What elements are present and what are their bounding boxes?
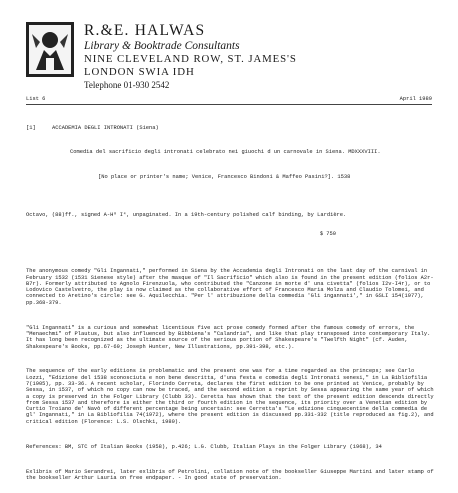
letterhead: [84, 22, 297, 91]
entry-price: $ 750: [319, 230, 336, 237]
firm-subtitle: Library & Booktrade Consultants: [84, 40, 240, 52]
catalogue-entry: [26, 112, 436, 493]
address-line-2: LONDON SWIA IDH: [84, 66, 195, 78]
header-divider: [26, 104, 432, 105]
entry-title: Comedia del sacrificio degli intronati celebrato nei giuochi d un carnovale in Siena. MDXXXVIII.: [70, 149, 381, 156]
entry-collation-block: [26, 199, 436, 249]
firm-name: R.&E. HALWAS: [84, 22, 206, 39]
paragraph-1: The anonymous comedy "Gli Ingannati," performed in Siena by the Accademia degli Intronati on the last day of the carnival in February 1532 (1531 Sienese style) after the masque of "Il Sacrificio" which also is found in the present edition (folios A2r-B7r). Formerly attributed to Agnolo Firenzuola, who contributed the "Canzone in morte d' una civetta" (folios I2v-I4r), or to Lodovico Castelvetro, the play is now claimed as the collaborative effort of Francesco Maria Molza and Claudio Tolomei, and connected to Aretino's circle: see G. Aquilecchia. "Per l' attribuzione della commedia 'Gli ingannati'," in GSLI 154(1977), pp.368-379.: [26, 268, 434, 306]
provenance: Exlibris of Mario Serandrei, later exlibris of Petrolini, collation note of the bookseller Giuseppe Martini and later stamp of the bookseller Arthur Lauria on free endpaper. - In good state of preservation.: [26, 468, 437, 481]
list-date: April 1989: [399, 96, 432, 102]
address-line-1: NINE CLEVELAND ROW, ST. JAMES'S: [84, 53, 297, 65]
list-label: List 6: [26, 96, 46, 102]
firm-logo: [26, 22, 74, 77]
woodcut-emblem-icon: [26, 22, 74, 77]
telephone: Telephone 01-930 2542: [84, 80, 170, 90]
entry-number: [1]: [26, 124, 36, 131]
paragraph-3: The sequence of the early editions is problematic and the present one was for a time regarded as the princeps; see Carlo Lozzi, "Edizione del 1538 sconosciuta e non bene descritta, d'una festa e comedia degli Intronati senesi," in La Bibliofilia 7(1905), pp. 33-36. A recent scholar, Florindo Cerreta, declares the first edition to be one printed at Venice, probably by Sessa, in 1537, of which no copy can now be traced, and the second edition a reprint by Sessa appearing the same year of which a copy is preserved in the Folger Library (Clubb 33). Ceretta has shown that the text of the present edition descends directly from Sessa 1537 and therefore is either the third or fourth edition in the sequence, its priority over a Venetian edition by Curtio Troiano de' Navò of different percentage being uncertain: see Cerretta's "Le edizione cinquecentine della commedia de gl' Ingannati," in La Bibliofilia 74(1972), where the present edition is discussed pp.331-332 (title reproduced as fig.2), and critical edition (Florence: L.S. Olschki, 1980).: [26, 368, 437, 425]
entry-heading: [26, 125, 436, 131]
entry-heading-text: ACCADEMIA DEGLI INTRONATI (Siena): [52, 124, 159, 131]
entry-imprint: [No place or printer's name; Venice, Francesco Bindoni & Maffeo Pasini?]. 1538: [98, 174, 351, 181]
references: References: BM, STC of Italian Books (1958), p.426; L.G. Clubb, Italian Plays in the Folger Library (1968), 34: [26, 443, 382, 450]
paragraph-2: "Gli Ingannati" is a curious and somewhat licentious five act prose comedy formed after the famous comedy of errors, the "Menaechmi" of Plautus, but also influenced by Bibbiena's "Calandria", and like that play transposed into contemporary Italy. It has long been recognized as the ultimate source of the serious portion of Shakespeare's "Twelfth Night" (cf. Auden, Shakespeare's Books, pp.67-69; Joseph Hunter, New Illustrations, pp.391-398, etc.).: [26, 324, 434, 350]
entry-collation: Octavo, (88)ff., signed A-H⁸ I⁴, unpaginated. In a 19th-century polished calf binding, by Lardière.: [26, 211, 347, 218]
